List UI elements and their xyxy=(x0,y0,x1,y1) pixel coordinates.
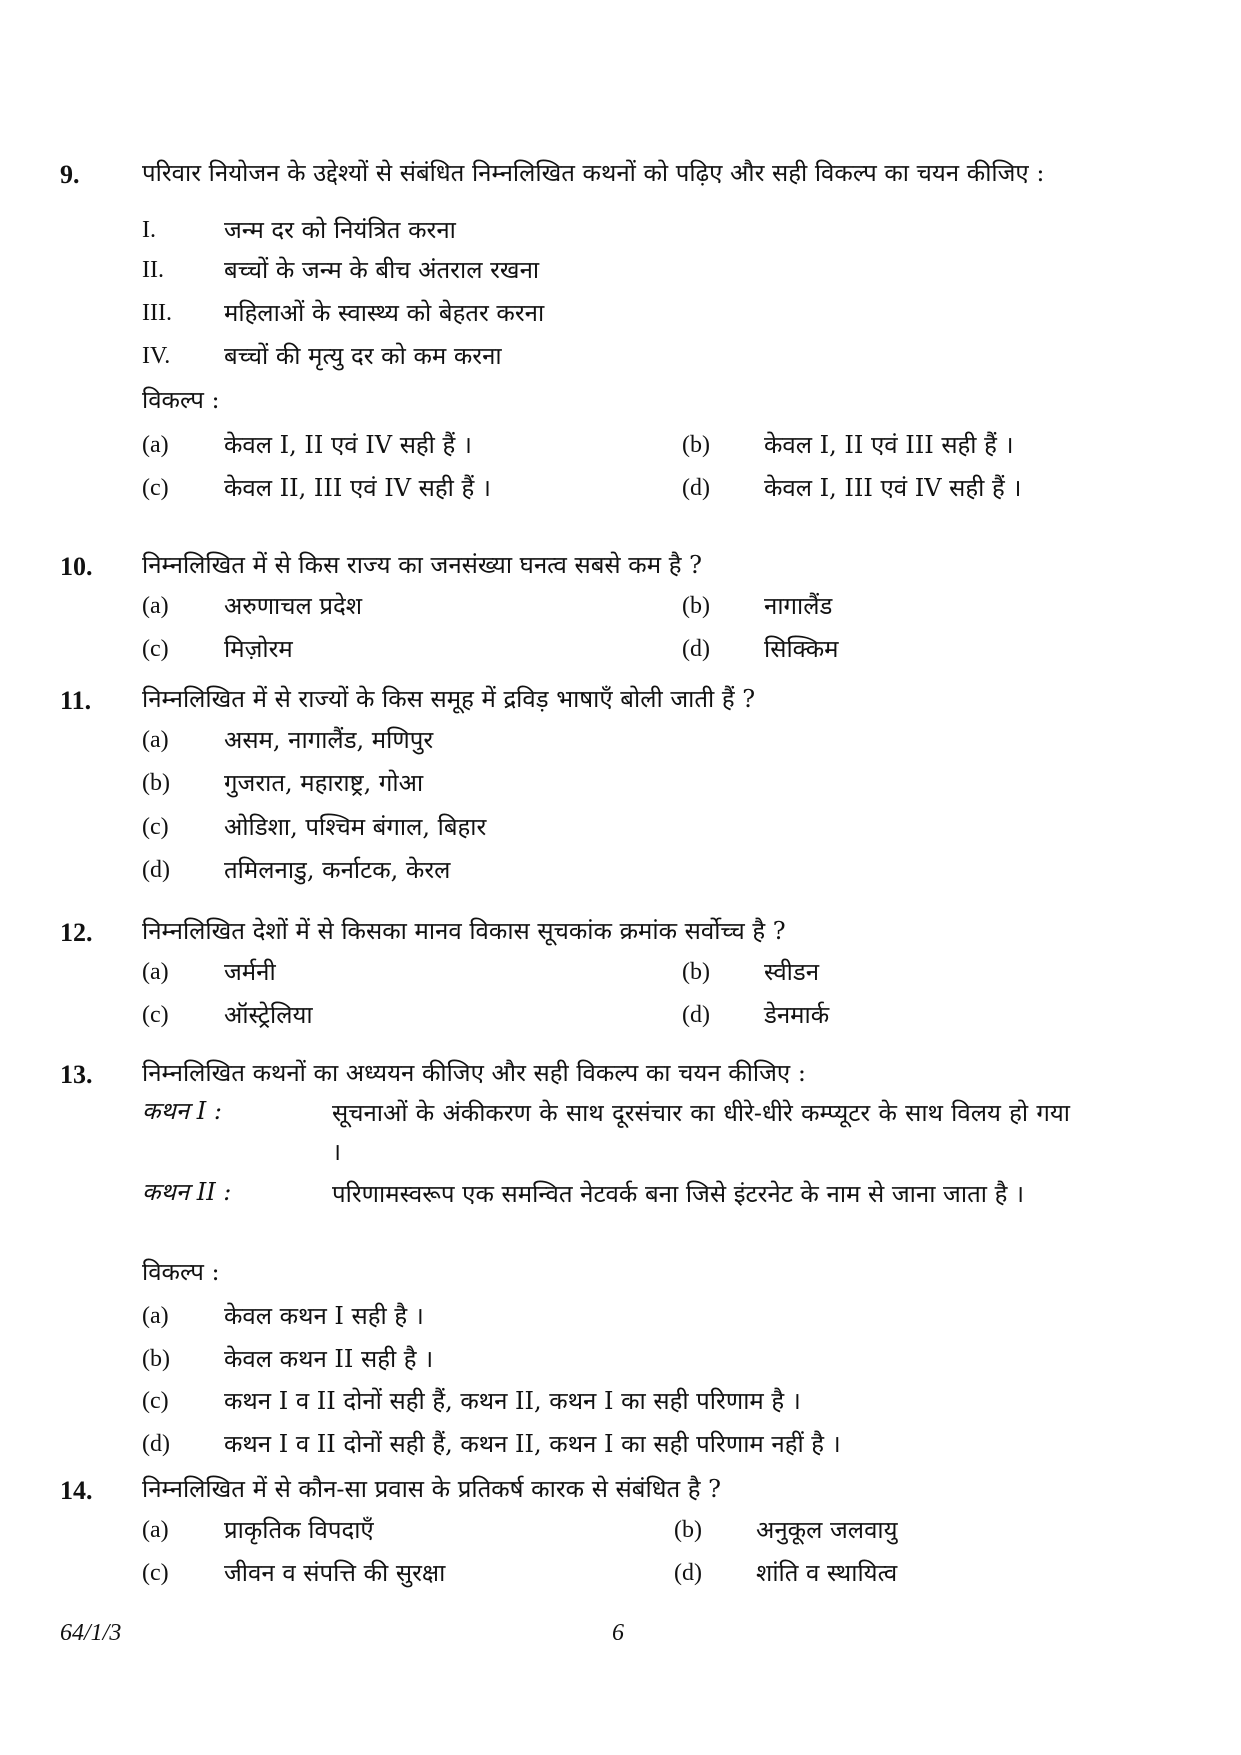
paper-code: 64/1/3 xyxy=(60,1620,122,1646)
question-text: निम्नलिखित में से कौन-सा प्रवास के प्रतिकर्ष कारक से संबंधित है ? xyxy=(142,1475,722,1503)
statement-2-label: कथन II : xyxy=(142,1178,232,1206)
option-a: (a) अरुणाचल प्रदेश xyxy=(142,592,363,620)
option-d: (d) केवल I, III एवं IV सही हैं । xyxy=(682,474,1022,502)
question-text: निम्नलिखित में से राज्यों के किस समूह में द्रविड़ भाषाएँ बोली जाती हैं ? xyxy=(142,685,756,713)
option-c: (c) ओडिशा, पश्चिम बंगाल, बिहार xyxy=(142,813,487,841)
question-number: 11. xyxy=(60,686,92,715)
statement-label: I. xyxy=(142,217,156,243)
question-number: 9. xyxy=(60,160,80,189)
question-text: निम्नलिखित देशों में से किसका मानव विकास सूचकांक क्रमांक सर्वोच्च है ? xyxy=(142,917,786,945)
statement-row xyxy=(142,336,1042,376)
statement-row xyxy=(142,250,1042,290)
option-b: (b) केवल कथन II सही है । xyxy=(142,1345,434,1373)
statement-label: IV. xyxy=(142,343,171,369)
statement-1-label: कथन I : xyxy=(142,1097,222,1125)
option-a: (a) असम, नागालैंड, मणिपुर xyxy=(142,726,434,754)
statement-text: महिलाओं के स्वास्थ्य को बेहतर करना xyxy=(224,299,545,327)
question-number: 13. xyxy=(60,1060,93,1089)
options-heading: विकल्प : xyxy=(142,386,220,414)
option-a: (a) केवल कथन I सही है । xyxy=(142,1302,424,1330)
question-number: 12. xyxy=(60,918,93,947)
statement-text: जन्म दर को नियंत्रित करना xyxy=(224,216,456,244)
statement-row xyxy=(142,293,1042,333)
option-c: (c) केवल II, III एवं IV सही हैं । xyxy=(142,474,491,502)
statement-row xyxy=(142,210,1042,250)
option-a: (a) प्राकृतिक विपदाएँ xyxy=(142,1516,374,1544)
option-d: (d) डेनमार्क xyxy=(682,1001,830,1029)
option-b: (b) गुजरात, महाराष्ट्र, गोआ xyxy=(142,769,424,797)
question-number: 10. xyxy=(60,552,93,581)
statement-text: बच्चों की मृत्यु दर को कम करना xyxy=(224,342,502,370)
statement-text: बच्चों के जन्म के बीच अंतराल रखना xyxy=(224,256,540,284)
question-text: निम्नलिखित में से किस राज्य का जनसंख्या घनत्व सबसे कम है ? xyxy=(142,551,702,579)
option-c: (c) कथन I व II दोनों सही हैं, कथन II, कथन I का सही परिणाम है । xyxy=(142,1387,801,1415)
option-d: (d) कथन I व II दोनों सही हैं, कथन II, कथन I का सही परिणाम नहीं है । xyxy=(142,1430,841,1458)
statement-label: II. xyxy=(142,257,164,283)
statement-1-text: सूचनाओं के अंकीकरण के साथ दूरसंचार का धीरे-धीरे कम्प्यूटर के साथ विलय हो गया । xyxy=(332,1099,1070,1166)
option-d: (d) शांति व स्थायित्व xyxy=(674,1559,898,1587)
page-number: 6 xyxy=(612,1620,624,1646)
option-b: (b) अनुकूल जलवायु xyxy=(674,1516,898,1544)
question-number: 14. xyxy=(60,1476,93,1505)
question-text: परिवार नियोजन के उद्देश्यों से संबंधित निम्नलिखित कथनों को पढ़िए और सही विकल्प का चयन कीजिए : xyxy=(142,159,1045,187)
statement-label: III. xyxy=(142,300,172,326)
option-d: (d) तमिलनाडु, कर्नाटक, केरल xyxy=(142,856,451,884)
option-b: (b) केवल I, II एवं III सही हैं । xyxy=(682,431,1014,459)
option-b: (b) स्वीडन xyxy=(682,958,820,986)
option-c: (c) ऑस्ट्रेलिया xyxy=(142,1001,313,1029)
option-a: (a) केवल I, II एवं IV सही हैं । xyxy=(142,431,472,459)
options-heading: विकल्प : xyxy=(142,1258,220,1286)
option-c: (c) मिज़ोरम xyxy=(142,635,293,663)
option-b: (b) नागालैंड xyxy=(682,592,833,620)
option-d: (d) सिक्किम xyxy=(682,635,839,663)
option-a: (a) जर्मनी xyxy=(142,958,276,986)
statement-2-text: परिणामस्वरूप एक समन्वित नेटवर्क बना जिसे इंटरनेट के नाम से जाना जाता है । xyxy=(332,1180,1025,1208)
option-c: (c) जीवन व संपत्ति की सुरक्षा xyxy=(142,1559,446,1587)
question-text: निम्नलिखित कथनों का अध्ययन कीजिए और सही विकल्प का चयन कीजिए : xyxy=(142,1059,806,1087)
